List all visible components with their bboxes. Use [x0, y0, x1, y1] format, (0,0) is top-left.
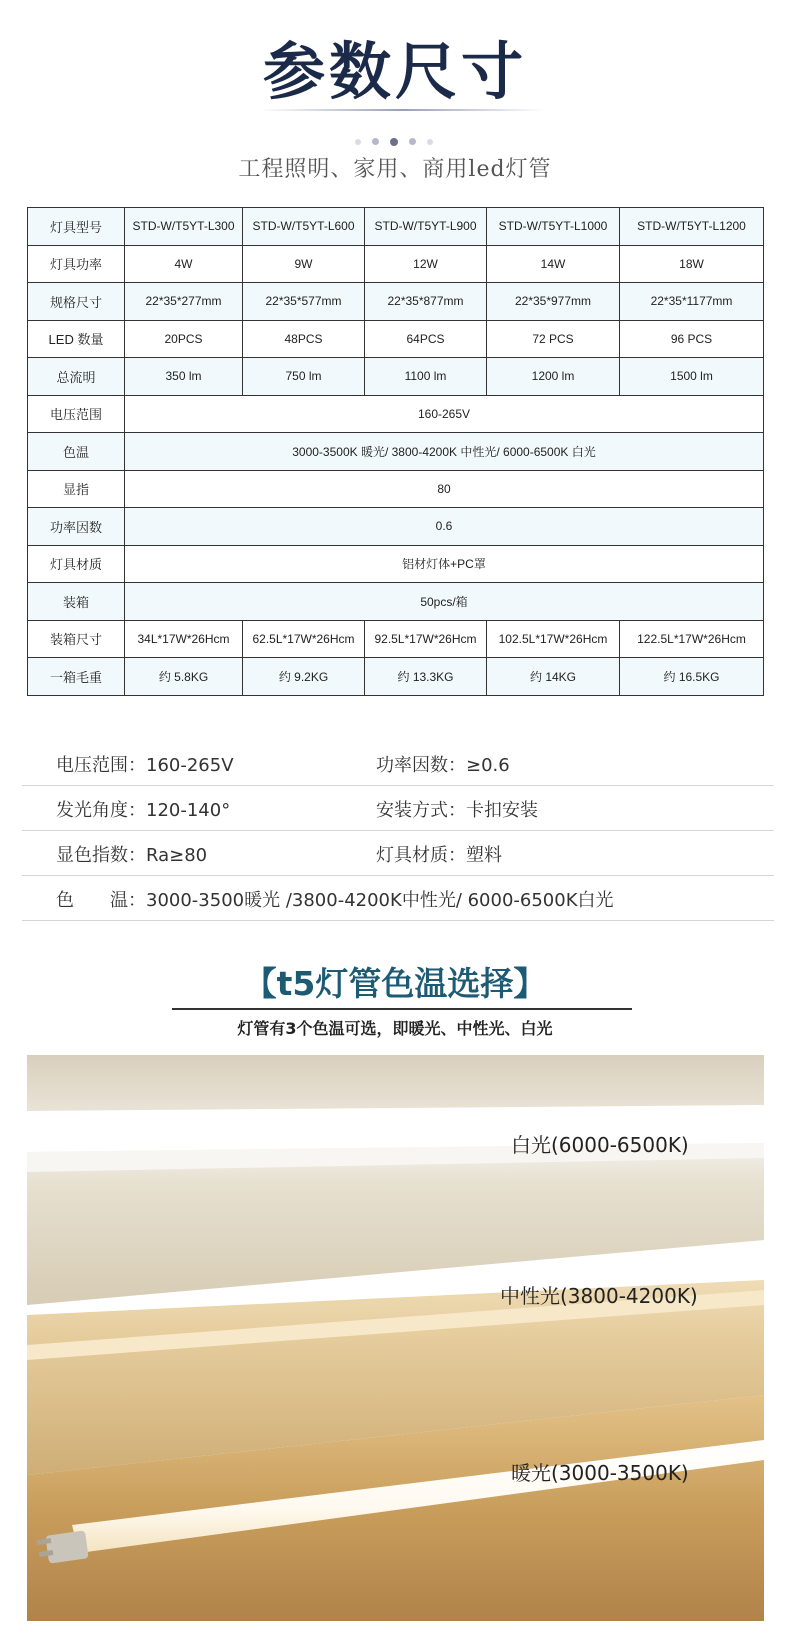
table-cell: 0.6: [125, 508, 764, 546]
table-cell: STD-W/T5YT-L600: [243, 208, 365, 246]
table-cell: 96 PCS: [620, 320, 764, 358]
page-subtitle: 工程照明、家用、商用led灯管: [238, 157, 552, 182]
table-cell: 50pcs/箱: [125, 583, 764, 621]
table-cell: 64PCS: [365, 320, 487, 358]
table-cell: 约 16.5KG: [620, 658, 764, 696]
summary-row: [22, 875, 774, 921]
table-row: [28, 208, 764, 246]
table-cell: STD-W/T5YT-L900: [365, 208, 487, 246]
voltage-spec: 电压范围：160-265V: [56, 755, 234, 776]
table-cell: STD-W/T5YT-L300: [125, 208, 243, 246]
white-light-label: 白光(6000-6500K): [511, 1133, 689, 1157]
warm-light-label: 暖光(3000-3500K): [511, 1461, 689, 1485]
top-panel: [27, 1055, 764, 1111]
color-temp-spec: 色 温：3000-3500暖光 /3800-4200K中性光/ 6000-6500K白光: [56, 890, 614, 911]
row-label: 总流明: [28, 358, 125, 396]
row-label: 灯具材质: [28, 545, 125, 583]
table-cell: 22*35*577mm: [243, 283, 365, 321]
table-row: [28, 320, 764, 358]
table-cell: 350 lm: [125, 358, 243, 396]
summary-row: [22, 830, 774, 876]
table-cell: 22*35*977mm: [487, 283, 620, 321]
table-cell: STD-W/T5YT-L1000: [487, 208, 620, 246]
dot-icon: [427, 139, 433, 145]
table-cell: 铝材灯体+PC罩: [125, 545, 764, 583]
neutral-light-label: 中性光(3800-4200K): [500, 1284, 698, 1308]
table-cell: 约 9.2KG: [243, 658, 365, 696]
material-spec: 灯具材质：塑料: [376, 845, 502, 866]
table-row: [28, 620, 764, 658]
table-cell: 约 13.3KG: [365, 658, 487, 696]
table-cell: STD-W/T5YT-L1200: [620, 208, 764, 246]
table-cell: 1100 lm: [365, 358, 487, 396]
table-cell: 约 5.8KG: [125, 658, 243, 696]
beam-angle-spec: 发光角度：120-140°: [56, 800, 231, 821]
table-row: [28, 395, 764, 433]
table-row: [28, 658, 764, 696]
row-label: 显指: [28, 470, 125, 508]
table-row: [28, 245, 764, 283]
table-cell: 160-265V: [125, 395, 764, 433]
dot-icon: [409, 138, 416, 145]
summary-row: [22, 740, 774, 786]
cri-spec: 显色指数：Ra≥80: [56, 845, 208, 866]
table-cell: 34L*17W*26Hcm: [125, 620, 243, 658]
table-cell: 18W: [620, 245, 764, 283]
summary-row: [22, 785, 774, 831]
dot-icon: [390, 138, 398, 146]
table-row: [28, 583, 764, 621]
table-cell: 122.5L*17W*26Hcm: [620, 620, 764, 658]
table-cell: 92.5L*17W*26Hcm: [365, 620, 487, 658]
row-label: 功率因数: [28, 508, 125, 546]
table-cell: 102.5L*17W*26Hcm: [487, 620, 620, 658]
tube-end-cap: [45, 1530, 89, 1563]
row-label: 装箱: [28, 583, 125, 621]
row-label: LED 数量: [28, 320, 125, 358]
dot-icon: [372, 138, 379, 145]
table-cell: 3000-3500K 暖光/ 3800-4200K 中性光/ 6000-6500K 白光: [125, 433, 764, 471]
table-cell: 1200 lm: [487, 358, 620, 396]
title-divider: [260, 109, 545, 111]
section-subtitle: 灯管有3个色温可选，即暖光、中性光、白光: [237, 1019, 553, 1038]
row-label: 电压范围: [28, 395, 125, 433]
table-cell: 22*35*877mm: [365, 283, 487, 321]
table-cell: 750 lm: [243, 358, 365, 396]
table-cell: 9W: [243, 245, 365, 283]
table-row: [28, 358, 764, 396]
table-row: [28, 283, 764, 321]
table-cell: 62.5L*17W*26Hcm: [243, 620, 365, 658]
table-cell: 22*35*1177mm: [620, 283, 764, 321]
table-cell: 4W: [125, 245, 243, 283]
spec-table: [27, 207, 764, 696]
table-cell: 72 PCS: [487, 320, 620, 358]
table-cell: 14W: [487, 245, 620, 283]
section-divider: [172, 1008, 632, 1010]
table-cell: 20PCS: [125, 320, 243, 358]
table-row: [28, 508, 764, 546]
table-row: [28, 470, 764, 508]
page-title: 参数尺寸: [262, 35, 527, 108]
row-label: 灯具功率: [28, 245, 125, 283]
color-temp-photo: [27, 1055, 764, 1621]
decorative-dots: [355, 131, 445, 139]
table-row: [28, 433, 764, 471]
dot-icon: [355, 139, 361, 145]
table-cell: 约 14KG: [487, 658, 620, 696]
table-cell: 1500 lm: [620, 358, 764, 396]
row-label: 规格尺寸: [28, 283, 125, 321]
power-factor-spec: 功率因数：≥0.6: [376, 755, 510, 776]
row-label: 一箱毛重: [28, 658, 125, 696]
table-cell: 12W: [365, 245, 487, 283]
table-cell: 48PCS: [243, 320, 365, 358]
table-row: [28, 545, 764, 583]
row-label: 装箱尺寸: [28, 620, 125, 658]
table-cell: 22*35*277mm: [125, 283, 243, 321]
row-label: 色温: [28, 433, 125, 471]
row-label: 灯具型号: [28, 208, 125, 246]
section-title: 【t5灯管色温选择】: [243, 964, 547, 1003]
install-method-spec: 安装方式：卡扣安装: [376, 800, 538, 821]
table-cell: 80: [125, 470, 764, 508]
